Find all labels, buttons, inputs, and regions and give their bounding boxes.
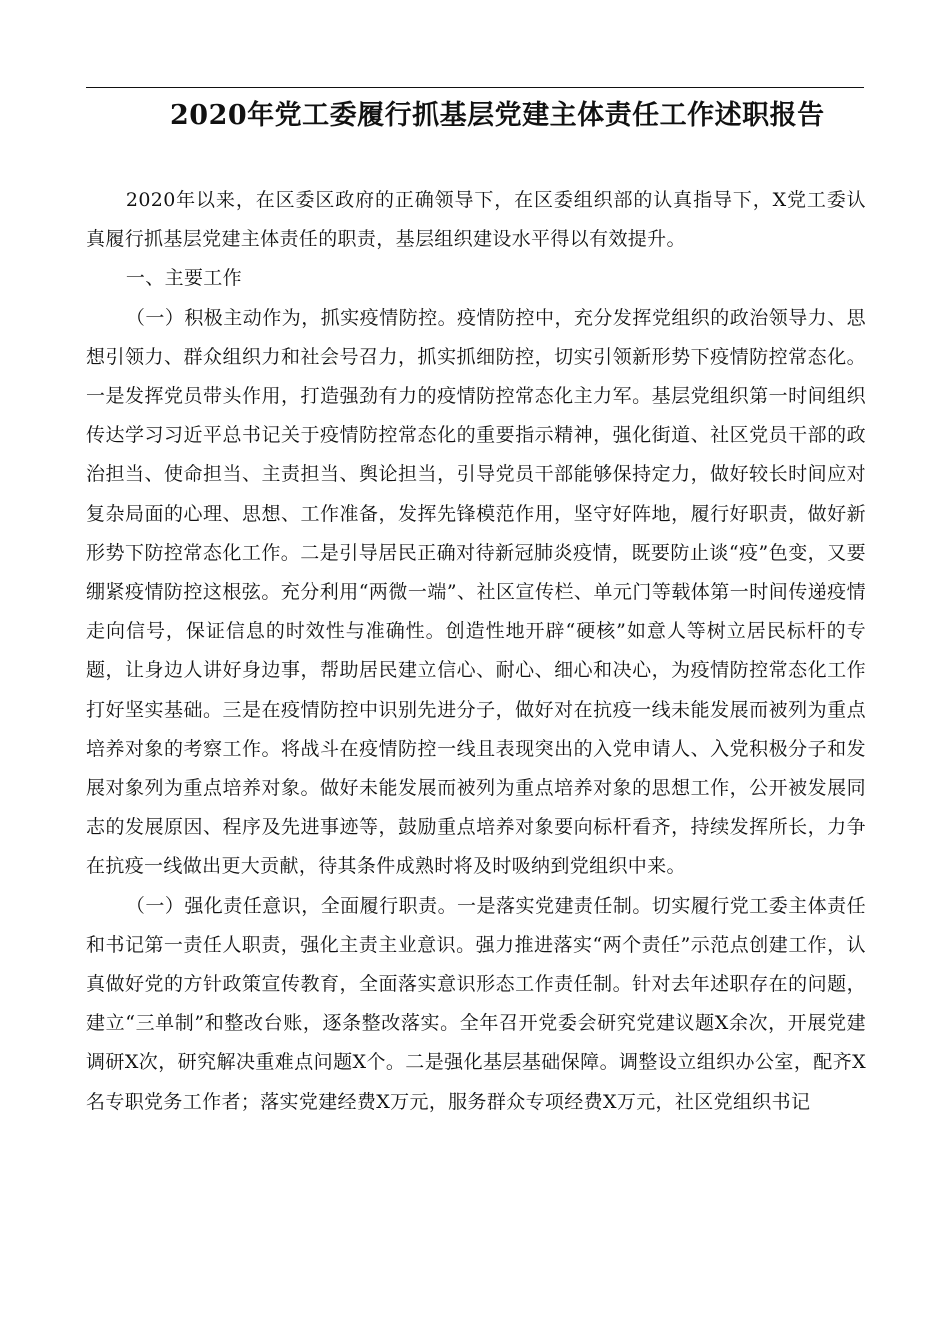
document-body xyxy=(86,181,866,1122)
section-heading-main-work: 一、主要工作 xyxy=(125,267,242,290)
intro-paragraph: 2020年以来，在区委区政府的正确领导下，在区委组织部的认真指导下，X党工委认真履行抓基层党建主体责任的职责，基层组织建设水平得以有效提升。 xyxy=(86,189,866,251)
paragraph-epidemic-control: （一）积极主动作为，抓实疫情防控。疫情防控中，充分发挥党组织的政治领导力、思想引领力、群众组织力和社会号召力，抓实抓细防控，切实引领新形势下疫情防控常态化。一是发挥党员带头作用，打造强劲有力的疫情防控常态化主力军。基层党组织第一时间组织传达学习习近平总书记关于疫情防控常态化的重要指示精神，强化街道、社区党员干部的政治担当、使命担当、主责担当、舆论担当，引导党员干部能够保持定力，做好较长时间应对复杂局面的心理、思想、工作准备，发挥先锋模范作用，坚守好阵地，履行好职责，做好新形势下防控常态化工作。二是引导居民正确对待新冠肺炎疫情，既要防止谈“疫”色变，又要绷紧疫情防控这根弦。充分利用“两微一端”、社区宣传栏、单元门等载体第一时间传递疫情走向信号，保证信息的时效性与准确性。创造性地开辟“硬核”如意人等树立居民标杆的专题，让身边人讲好身边事，帮助居民建立信心、耐心、细心和决心，为疫情防控常态化工作打好坚实基础。三是在疫情防控中识别先进分子，做好对在抗疫一线未能发展而被列为重点培养对象的考察工作。将战斗在疫情防控一线且表现突出的入党申请人、入党积极分子和发展对象列为重点培养对象。做好未能发展而被列为重点培养对象的思想工作，公开被发展同志的发展原因、程序及先进事迹等，鼓励重点培养对象要向标杆看齐，持续发挥所长，力争在抗疫一线做出更大贡献，待其条件成熟时将及时吸纳到党组织中来。 xyxy=(86,306,866,878)
paragraph-responsibility: （一）强化责任意识，全面履行职责。一是落实党建责任制。切实履行党工委主体责任和书记第一责任人职责，强化主责主业意识。强力推进落实“两个责任”示范点创建工作，认真做好党的方针政策宣传教育，全面落实意识形态工作责任制。针对去年述职存在的问题，建立“三单制”和整改台账，逐条整改落实。全年召开党委会研究党建议题X余次，开展党建调研X次，研究解决重难点问题X个。二是强化基层基础保障。调整设立组织办公室，配齐X名专职党务工作者；落实党建经费X万元，服务群众专项经费X万元，社区党组织书记 xyxy=(86,894,866,1113)
document-title: 2020年党工委履行抓基层党建主体责任工作述职报告 xyxy=(170,100,825,131)
header-rule xyxy=(86,87,864,88)
